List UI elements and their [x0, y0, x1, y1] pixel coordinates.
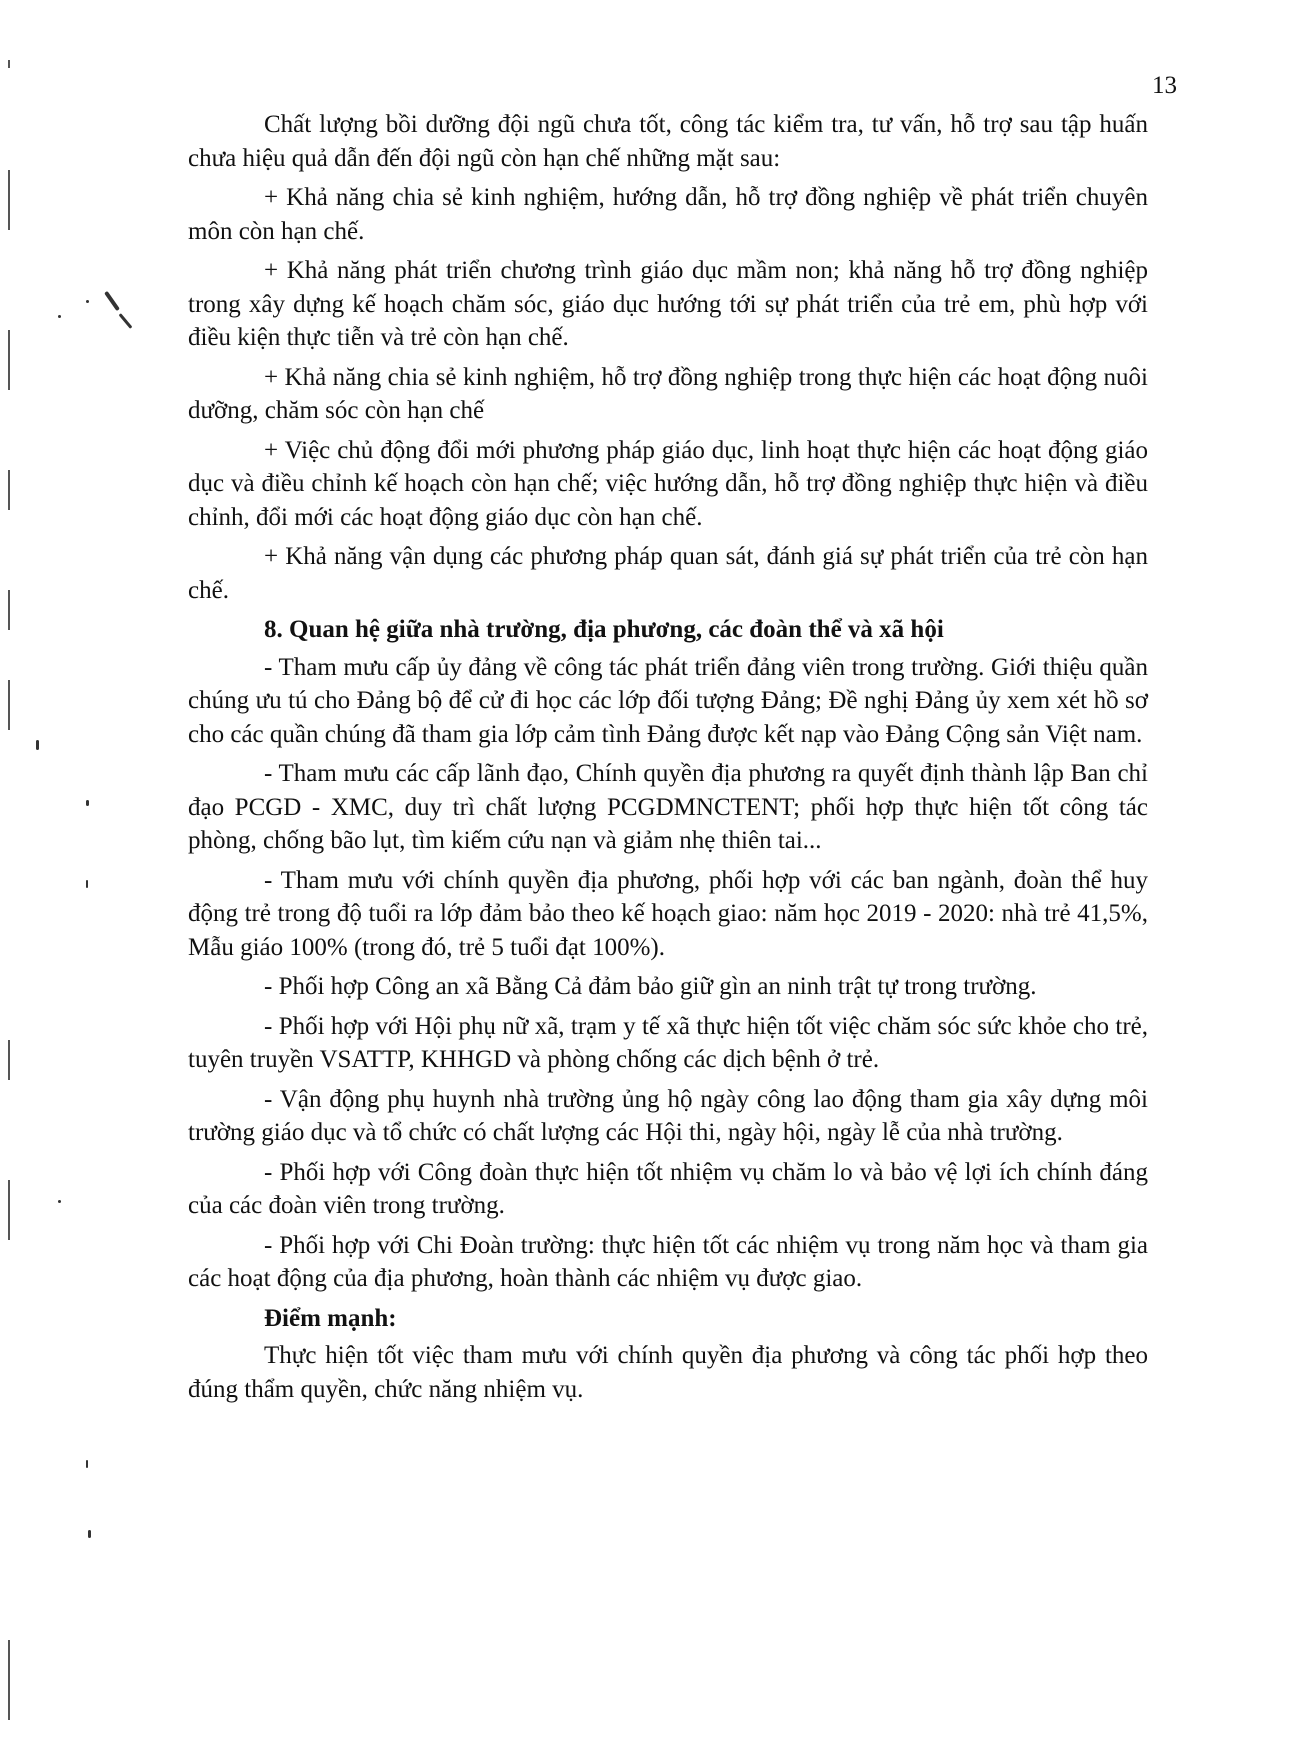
scan-speck [119, 313, 133, 329]
limitation-item: + Khả năng chia sẻ kinh nghiệm, hướng dẫn, hỗ trợ đồng nghiệp về phát triển chuyên môn còn hạn chế. [188, 184, 1148, 245]
scan-margin-mark [8, 170, 10, 230]
scan-margin-mark [8, 680, 10, 730]
scan-speck [88, 1530, 91, 1538]
scan-speck [58, 1200, 61, 1203]
document-body [188, 108, 1148, 1412]
strengths-paragraph: Thực hiện tốt việc tham mưu với chính quyền địa phương và công tác phối hợp theo đúng thẩm quyền, chức năng nhiệm vụ. [188, 1342, 1148, 1403]
intro-paragraph: Chất lượng bồi dưỡng đội ngũ chưa tốt, công tác kiểm tra, tư vấn, hỗ trợ sau tập huấn chưa hiệu quả dẫn đến đội ngũ còn hạn chế những mặt sau: [188, 111, 1148, 172]
scan-speck [86, 880, 88, 888]
limitation-item: + Khả năng phát triển chương trình giáo dục mầm non; khả năng hỗ trợ đồng nghiệp trong xây dựng kế hoạch chăm sóc, giáo dục hướng tới sự phát triển của trẻ em, phù hợp với điều kiện thực tiễn và trẻ còn hạn chế. [188, 257, 1148, 351]
limitation-item: + Việc chủ động đổi mới phương pháp giáo dục, linh hoạt thực hiện các hoạt động giáo dục và điều chỉnh kế hoạch còn hạn chế; việc hướng dẫn, hỗ trợ đồng nghiệp thực hiện và điều chỉnh, đổi mới các hoạt động giáo dục còn hạn chế. [188, 436, 1148, 531]
relation-item: - Tham mưu với chính quyền địa phương, phối hợp với các ban ngành, đoàn thể huy động trẻ trong độ tuổi ra lớp đảm bảo theo kế hoạch giao: năm học 2019 - 2020: nhà trẻ 41,5%, Mẫu giáo 100% (trong đó, trẻ 5 tuổi đạt 100%). [188, 866, 1148, 961]
scan-margin-mark [8, 1040, 10, 1080]
relation-item: - Phối hợp với Chi Đoàn trường: thực hiện tốt các nhiệm vụ trong năm học và tham gia các hoạt động của địa phương, hoàn thành các nhiệm vụ được giao. [188, 1231, 1148, 1292]
scan-margin-mark [8, 470, 10, 510]
page-number: 13 [1152, 72, 1177, 99]
scan-margin-mark [8, 60, 10, 68]
limitation-item: + Khả năng vận dụng các phương pháp quan sát, đánh giá sự phát triển của trẻ còn hạn chế. [188, 543, 1148, 604]
scan-margin-mark [8, 590, 10, 630]
scan-speck [58, 315, 61, 318]
relation-item: - Phối hợp Công an xã Bằng Cả đảm bảo giữ gìn an ninh trật tự trong trường. [264, 973, 1037, 1000]
scan-speck [86, 800, 89, 806]
relation-item: - Phối hợp với Công đoàn thực hiện tốt nhiệm vụ chăm lo và bảo vệ lợi ích chính đáng của các đoàn viên trong trường. [188, 1158, 1148, 1219]
scan-margin-mark [8, 1180, 10, 1240]
scan-margin-mark [8, 330, 10, 390]
scan-margin-mark [8, 1640, 10, 1720]
relation-item: - Phối hợp với Hội phụ nữ xã, trạm y tế xã thực hiện tốt việc chăm sóc sức khỏe cho trẻ, tuyên truyền VSATTP, KHHGD và phòng chống các dịch bệnh ở trẻ. [188, 1012, 1148, 1073]
section-heading: 8. Quan hệ giữa nhà trường, địa phương, các đoàn thể và xã hội [264, 616, 944, 643]
strengths-heading: Điểm mạnh: [264, 1304, 397, 1332]
relation-item: - Vận động phụ huynh nhà trường ủng hộ ngày công lao động tham gia xây dựng môi trường giáo dục và tổ chức có chất lượng các Hội thi, ngày hội, ngày lễ của nhà trường. [188, 1085, 1148, 1146]
limitation-item: + Khả năng chia sẻ kinh nghiệm, hỗ trợ đồng nghiệp trong thực hiện các hoạt động nuôi dưỡng, chăm sóc còn hạn chế [188, 363, 1148, 424]
scan-speck [36, 740, 39, 750]
relation-item: - Tham mưu các cấp lãnh đạo, Chính quyền địa phương ra quyết định thành lập Ban chỉ đạo PCGD - XMC, duy trì chất lượng PCGDMNCTENT; phối hợp thực hiện tốt công tác phòng, chống bão lụt, tìm kiếm cứu nạn và giảm nhẹ thiên tai... [188, 760, 1148, 854]
scan-speck [86, 300, 89, 303]
relation-item: - Tham mưu cấp ủy đảng về công tác phát triển đảng viên trong trường. Giới thiệu quần chúng ưu tú cho Đảng bộ để cử đi học các lớp đối tượng Đảng; Đề nghị Đảng ủy xem xét hồ sơ cho các quần chúng đã tham gia lớp cảm tình Đảng được kết nạp vào Đảng Cộng sản Việt nam. [188, 653, 1148, 748]
scan-speck [104, 291, 120, 311]
scan-speck [86, 1460, 88, 1468]
